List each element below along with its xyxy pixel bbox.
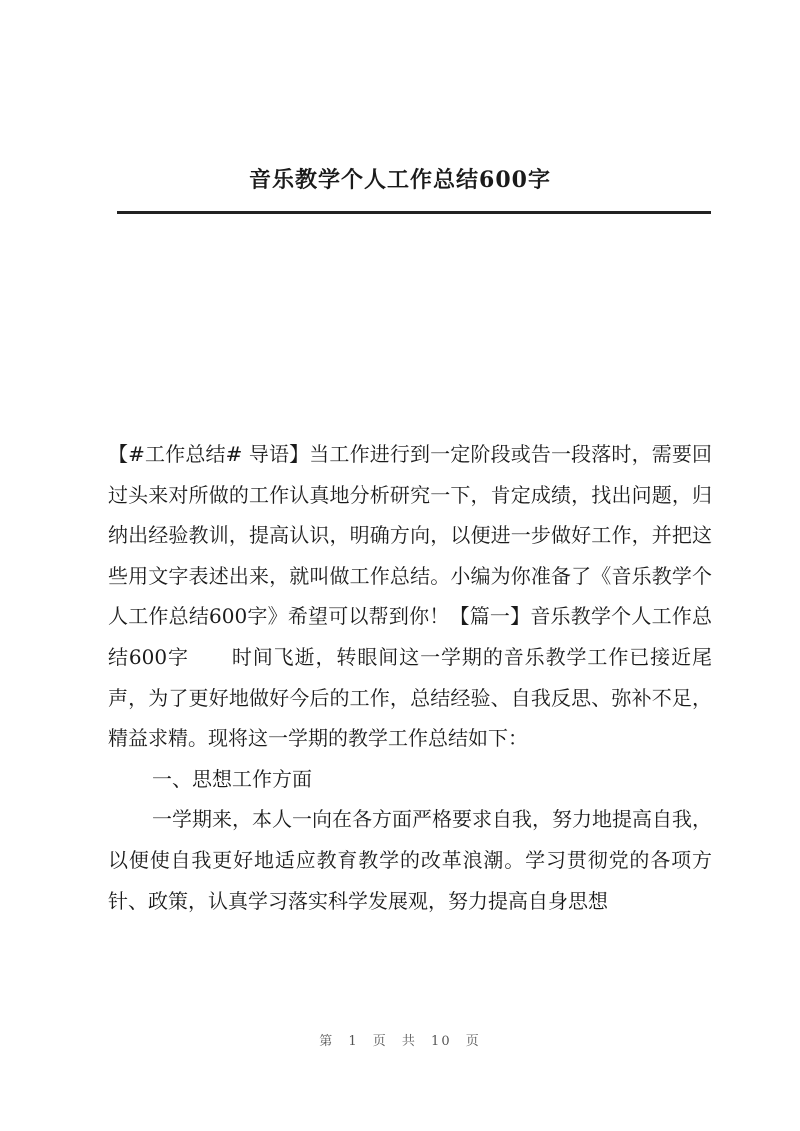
document-title: 音乐教学个人工作总结600字 <box>249 167 551 193</box>
page-number-footer: 第 1 页 共 10 页 <box>319 1034 481 1049</box>
section-heading: 一、思想工作方面 <box>152 766 312 791</box>
title-underline <box>117 211 711 214</box>
intro-text-part2: 时间飞逝，转眼间这一学期的音乐教学工作已接近尾声，为了更好地做好今后的工作，总结经验、自我反思、弥补不足，精益求精。现将这一学期的教学工作总结如下： <box>108 644 712 751</box>
intro-text-part1: 【#工作总结# 导语】当工作进行到一定阶段或告一段落时，需要回过头来对所做的工作认真地分析研究一下，肯定成绩，找出问题，归纳出经验教训，提高认识，明确方向，以便进一步做好工作，并把这些用文字表述出来，就叫做工作总结。小编为你准备了《音乐教学个人工作总结600字》希望可以帮到你！【篇一】音乐教学个人工作总结600字 <box>108 442 712 669</box>
section-paragraph: 一学期来，本人一向在各方面严格要求自我，努力地提高自我，以便使自我更好地适应教育教学的改革浪潮。学习贯彻党的各项方针、政策，认真学习落实科学发展观，努力提高自身思想 <box>108 807 712 913</box>
intro-paragraph <box>108 434 712 759</box>
document-body <box>108 434 712 921</box>
